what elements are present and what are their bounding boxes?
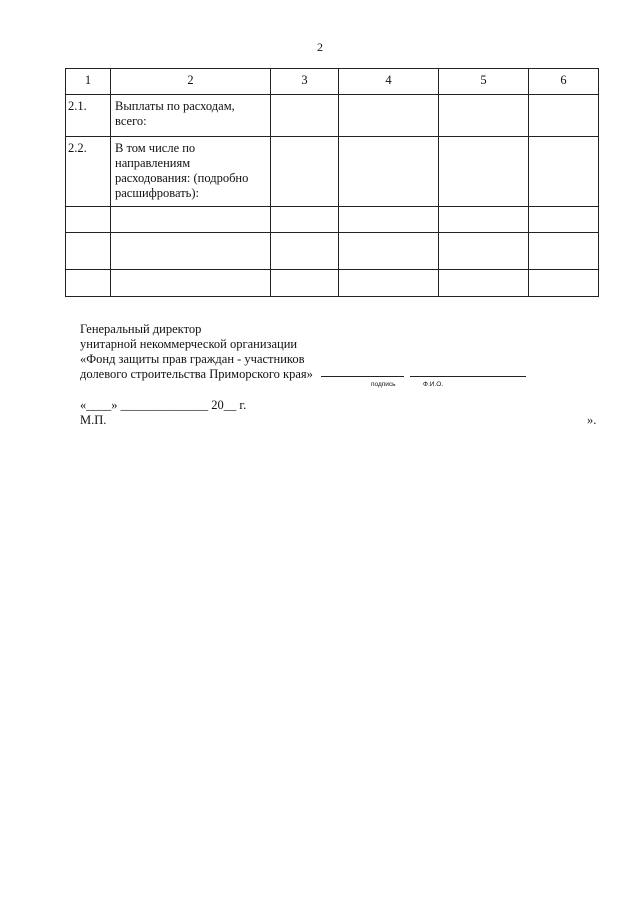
- column-header: 3: [271, 69, 339, 95]
- table-cell: [271, 137, 339, 207]
- table-cell: [271, 207, 339, 233]
- table-cell: [339, 137, 439, 207]
- row-description: [111, 270, 271, 297]
- table-cell: [271, 233, 339, 270]
- signatory-org-line: «Фонд защиты прав граждан - участников: [80, 352, 305, 366]
- table-cell: [529, 95, 599, 137]
- row-number: [66, 270, 111, 297]
- table-row: [66, 207, 599, 233]
- signature-line: [321, 376, 404, 377]
- row-number: [66, 207, 111, 233]
- row-description: [111, 207, 271, 233]
- table-cell: [271, 95, 339, 137]
- signatory-block: [80, 322, 313, 382]
- signatory-title: Генеральный директор: [80, 322, 202, 336]
- page-number: 2: [317, 40, 323, 54]
- date-field: «____» ______________ 20__ г.: [80, 398, 247, 412]
- row-description: Выплаты по расходам, всего:: [111, 95, 271, 137]
- table-cell: [339, 95, 439, 137]
- column-header: 4: [339, 69, 439, 95]
- row-number: [66, 233, 111, 270]
- closing-quote: ».: [587, 413, 597, 427]
- table-cell: [339, 207, 439, 233]
- table-cell: [439, 207, 529, 233]
- table-cell: [439, 95, 529, 137]
- table-cell: [529, 207, 599, 233]
- table-cell: [339, 270, 439, 297]
- expenses-table: [65, 68, 599, 297]
- table-cell: [271, 270, 339, 297]
- table-cell: [439, 137, 529, 207]
- row-description: В том числе по направлениям расходования: (подробно расшифровать):: [111, 137, 271, 207]
- table-cell: [439, 233, 529, 270]
- name-line: [410, 376, 526, 377]
- table-header-row: [66, 69, 599, 95]
- table-row: [66, 137, 599, 207]
- table-cell: [529, 233, 599, 270]
- stamp-label: М.П.: [80, 413, 107, 427]
- table-cell: [529, 270, 599, 297]
- column-header: 1: [66, 69, 111, 95]
- row-description: [111, 233, 271, 270]
- table-cell: [529, 137, 599, 207]
- table-cell: [439, 270, 529, 297]
- column-header: 2: [111, 69, 271, 95]
- column-header: 6: [529, 69, 599, 95]
- table-row: [66, 270, 599, 297]
- table-cell: [339, 233, 439, 270]
- column-header: 5: [439, 69, 529, 95]
- row-number: 2.1.: [66, 95, 111, 137]
- signature-caption: подпись: [371, 381, 396, 388]
- signatory-org-line: унитарной некоммерческой организации: [80, 337, 298, 351]
- table-row: [66, 233, 599, 270]
- name-caption: Ф.И.О.: [423, 381, 444, 388]
- row-number: 2.2.: [66, 137, 111, 207]
- signatory-org-line: долевого строительства Приморского края»: [80, 367, 313, 381]
- table-row: [66, 95, 599, 137]
